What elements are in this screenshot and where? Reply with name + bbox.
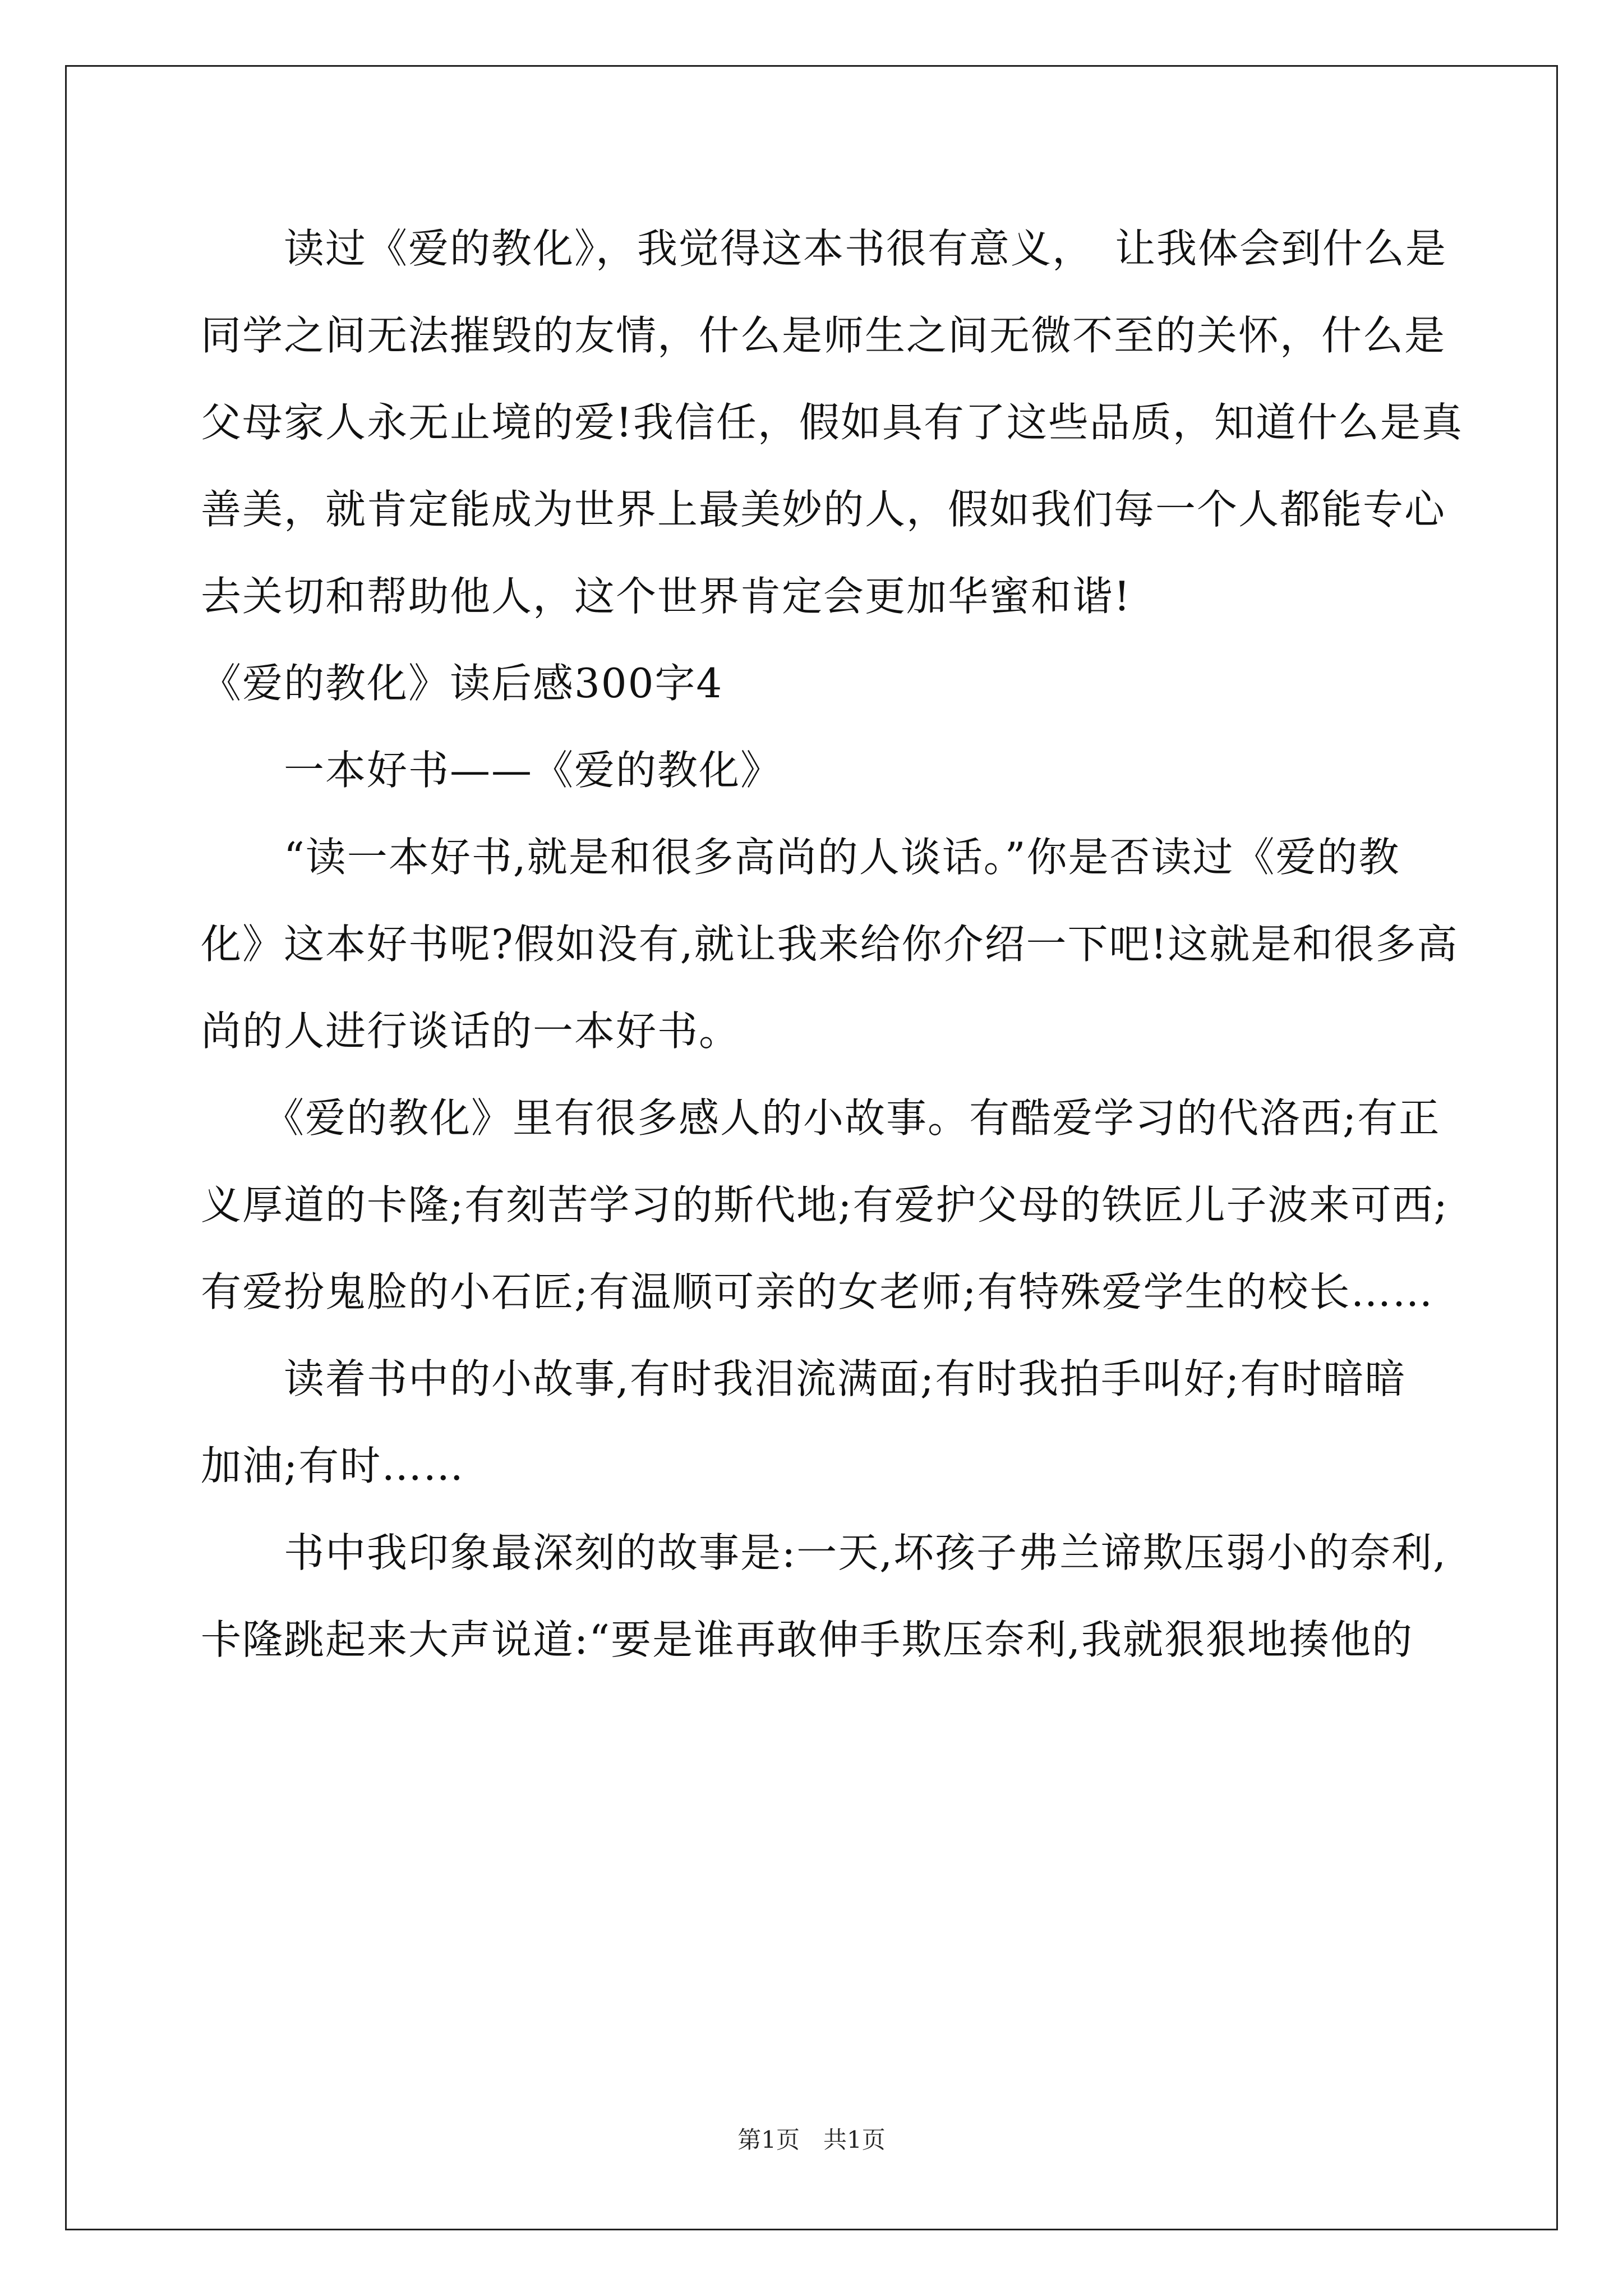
page-number-footer: 第1页 共1页 (737, 2126, 886, 2154)
section-heading: 《爱的教化》读后感300字4 (201, 660, 723, 707)
paragraph-2-line-1: “读一本好书,就是和很多高尚的人谈话。”你是否读过《爱的教 (201, 834, 1400, 881)
paragraph-5-line-2: 卡隆跳起来大声说道:“要是谁再敢伸手欺压奈利,我就狠狠地揍他的 (201, 1616, 1413, 1663)
paragraph-2-line-2: 化》这本好书呢?假如没有,就让我来给你介绍一下吧!这就是和很多高 (201, 921, 1459, 968)
paragraph-3-line-2: 义厚道的卡隆;有刻苦学习的斯代地;有爱护父母的铁匠儿子波来可西; (201, 1181, 1449, 1228)
page-border (65, 65, 1558, 2230)
paragraph-2-line-3: 尚的人进行谈话的一本好书。 (201, 1007, 741, 1055)
paragraph-1-line-4: 善美，就肯定能成为世界上最美妙的人，假如我们每一个人都能专心 (201, 486, 1446, 533)
paragraph-5-line-1: 书中我印象最深刻的故事是:一天,坏孩子弗兰谛欺压弱小的奈利, (201, 1529, 1447, 1576)
paragraph-4-line-1: 读着书中的小故事,有时我泪流满面;有时我拍手叫好;有时暗暗 (201, 1355, 1407, 1402)
paragraph-4-line-2: 加油;有时…… (201, 1442, 465, 1489)
paragraph-3-line-3: 有爱扮鬼脸的小石匠;有温顺可亲的女老师;有特殊爱学生的校长…… (201, 1268, 1434, 1315)
paragraph-1-line-2: 同学之间无法摧毁的友情，什么是师生之间无微不至的关怀，什么是 (201, 312, 1446, 359)
essay-title: 一本好书——《爱的教化》 (201, 747, 782, 794)
paragraph-1-line-5: 去关切和帮助他人，这个世界肯定会更加华蜜和谐! (201, 573, 1131, 620)
paragraph-1-line-3: 父母家人永无止境的爱!我信任，假如具有了这些品质，知道什么是真 (201, 399, 1463, 446)
paragraph-1-line-1: 读过《爱的教化》，我觉得这本书很有意义， 让我体会到什么是 (201, 225, 1447, 272)
paragraph-3-line-1: 《爱的教化》里有很多感人的小故事。有酷爱学习的代洛西;有正 (201, 1094, 1441, 1142)
